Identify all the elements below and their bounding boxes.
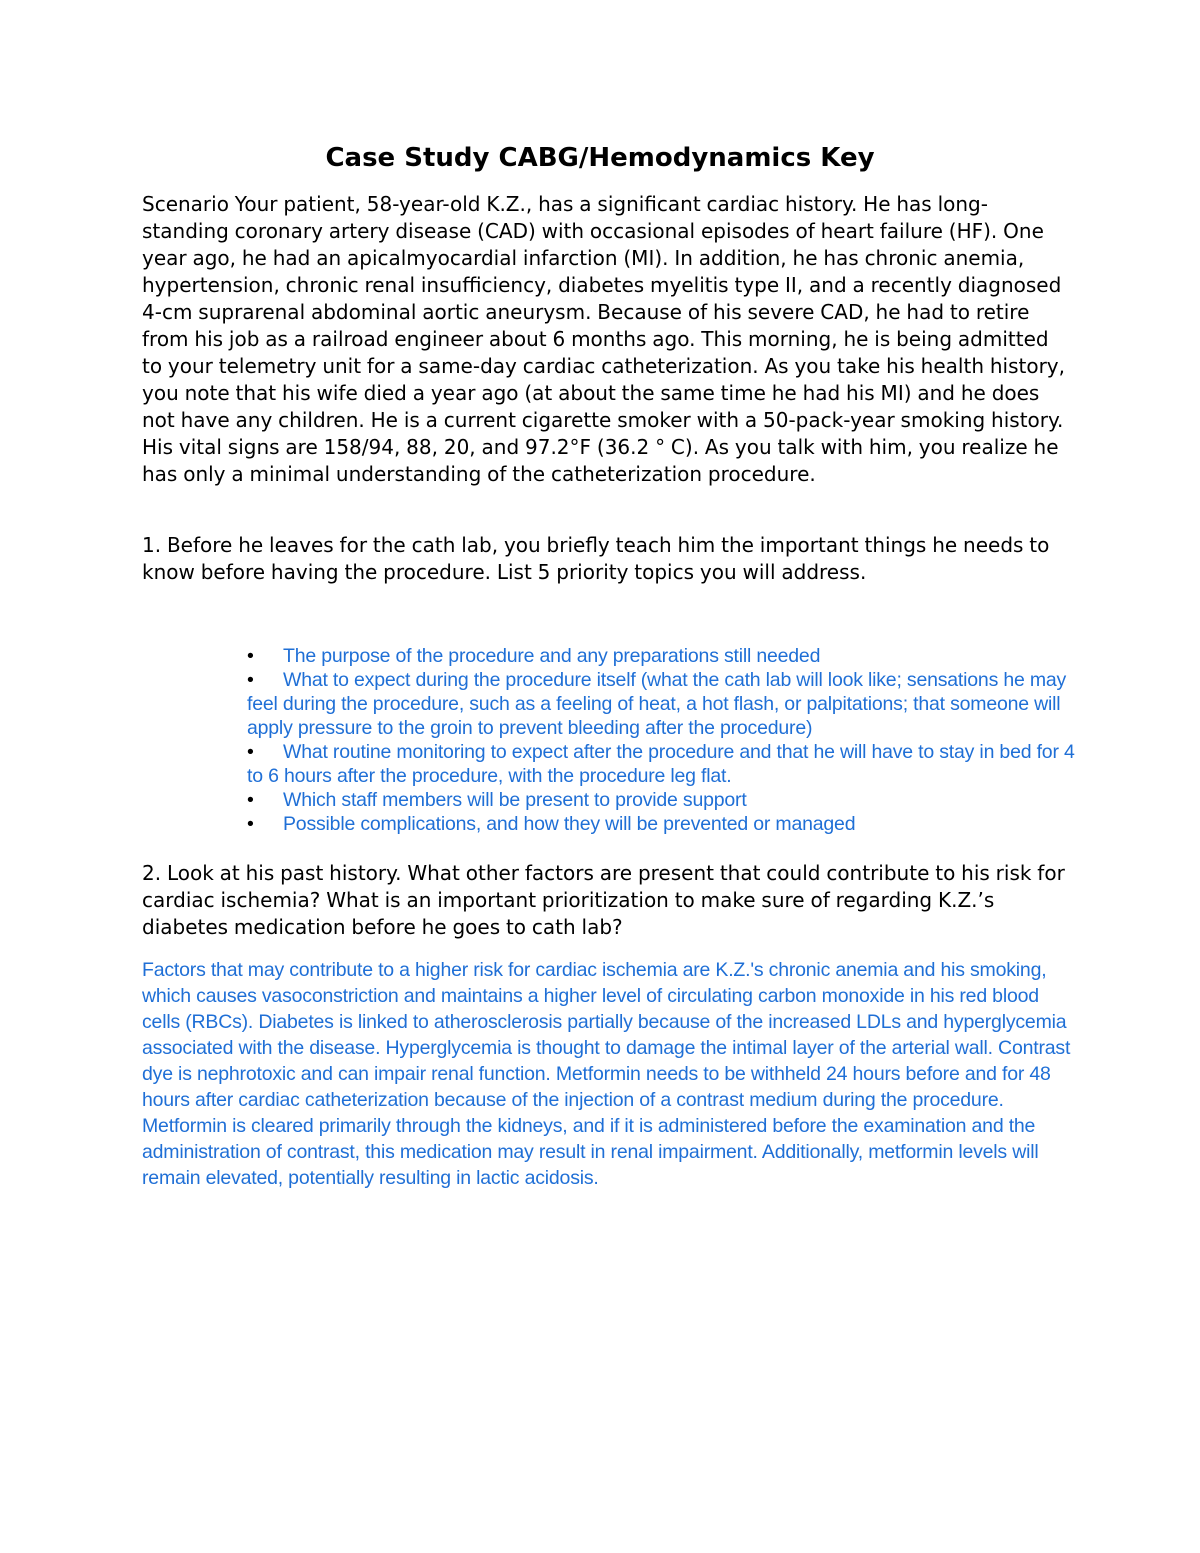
bullet-icon: •	[247, 741, 254, 763]
scenario-paragraph: Scenario Your patient, 58-year-old K.Z., has a significant cardiac history. He has long-standing coronary artery disease (CAD) with occasional episodes of heart failure (HF). One year ago, he had an apicalmyocardial infarction (MI). In addition, he has chronic anemia, hypertension, chronic renal insufficiency, diabetes myelitis type II, and a recently diagnosed 4-cm suprarenal abdominal aortic aneurysm. Because of his severe CAD, he had to retire from his job as a railroad engineer about 6 months ago. This morning, he is being admitted to your telemetry unit for a same-day cardiac catheterization. As you take his health history, you note that his wife died a year ago (at about the same time he had his MI) and he does not have any children. He is a current cigarette smoker with a 50-pack-year smoking history. His vital signs are 158/94, 88, 20, and 97.2°F (36.2 ° C). As you talk with him, you realize he has only a minimal understanding of the catheterization procedure.	[142, 192, 1065, 486]
bullet-icon: •	[247, 645, 254, 667]
list-item-text: Possible complications, and how they will be prevented or managed	[283, 813, 856, 835]
list-item	[247, 812, 1077, 836]
bullet-icon: •	[247, 789, 254, 811]
bullet-icon: •	[247, 669, 254, 691]
question-2: 2. Look at his past history. What other factors are present that could contribute to his risk for cardiac ischemia? What is an important prioritization to make sure of regarding K.Z.’s diabetes medication before he goes to cath lab?	[142, 861, 1065, 939]
list-item	[247, 788, 1077, 812]
list-item	[247, 668, 1077, 740]
answer-2-paragraph: Factors that may contribute to a higher risk for cardiac ischemia are K.Z.'s chronic anemia and his smoking, which causes vasoconstriction and maintains a higher level of circulating carbon monoxide in his red blood cells (RBCs). Diabetes is linked to atherosclerosis partially because of the increased LDLs and hyperglycemia associated with the disease. Hyperglycemia is thought to damage the intimal layer of the arterial wall. Contrast dye is nephrotoxic and can impair renal function. Metformin needs to be withheld 24 hours before and for 48 hours after cardiac catheterization because of the injection of a contrast medium during the procedure. Metformin is cleared primarily through the kidneys, and if it is administered before the examination and the administration of contrast, this medication may result in renal impairment. Additionally, metformin levels will remain elevated, potentially resulting in lactic acidosis.	[142, 959, 1071, 1189]
list-item-text: What to expect during the procedure itself (what the cath lab will look like; sensations he may feel during the procedure, such as a feeling of heat, a hot flash, or palpitations; that someone will apply pressure to the groin to prevent bleeding after the procedure)	[247, 669, 1067, 739]
question-1: 1. Before he leaves for the cath lab, you briefly teach him the important things he needs to know before having the procedure. List 5 priority topics you will address.	[142, 533, 1050, 584]
list-item-text: What routine monitoring to expect after the procedure and that he will have to stay in bed for 4 to 6 hours after the procedure, with the procedure leg flat.	[247, 741, 1075, 787]
bullet-icon: •	[247, 813, 254, 835]
list-item	[247, 740, 1077, 788]
answer-1-list	[247, 644, 1077, 836]
page-title: Case Study CABG/Hemodynamics Key	[325, 143, 875, 173]
list-item	[247, 644, 1077, 668]
list-item-text: The purpose of the procedure and any preparations still needed	[283, 645, 821, 667]
list-item-text: Which staff members will be present to provide support	[283, 789, 747, 811]
